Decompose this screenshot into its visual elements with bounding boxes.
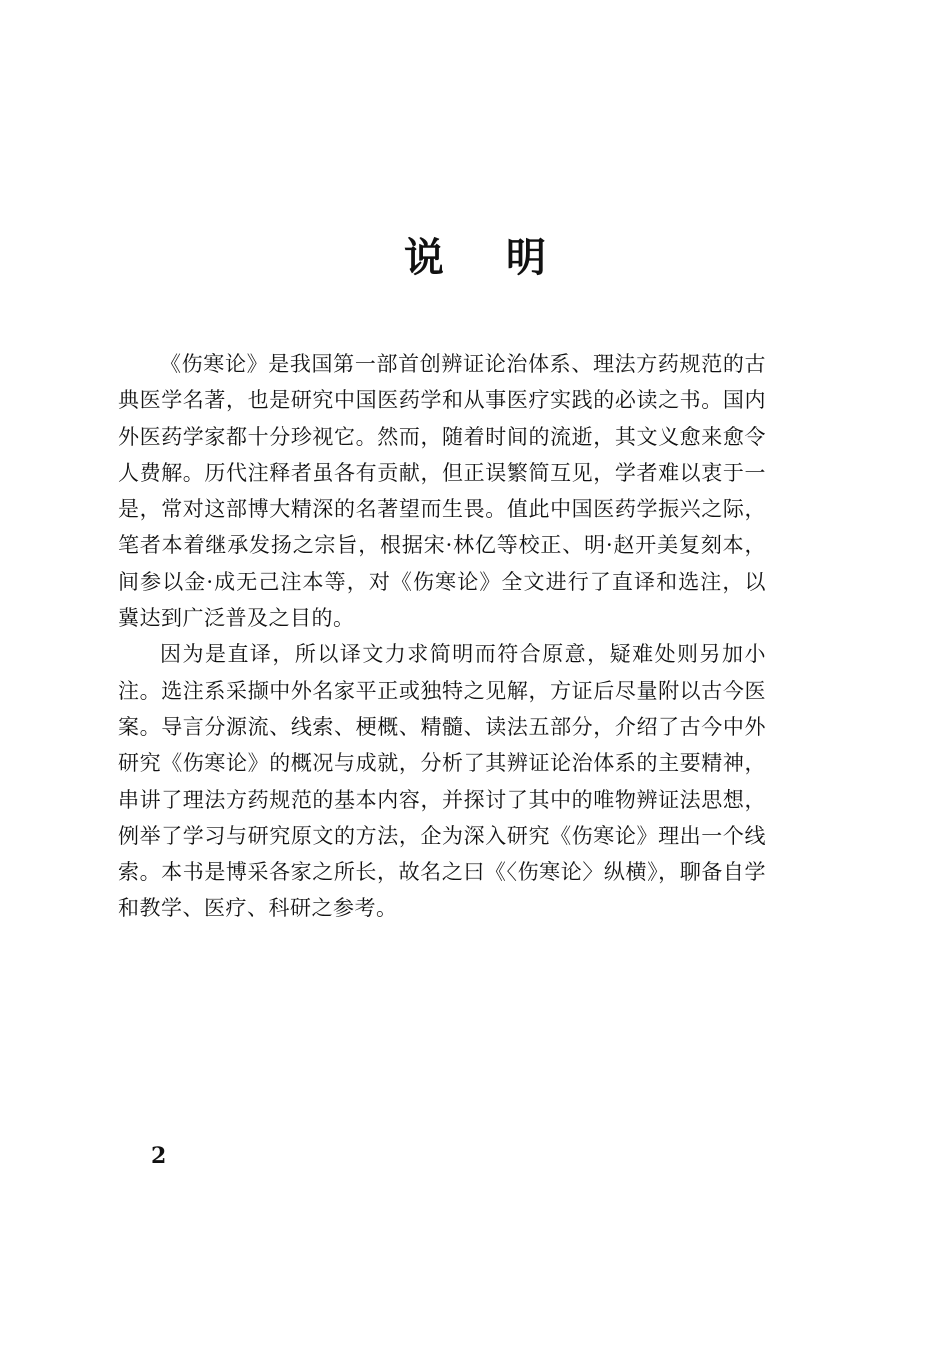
body-text [118,346,766,927]
paragraph-1: 《伤寒论》是我国第一部首创辨证论治体系、理法方药规范的古典医学名著，也是研究中国医药学和从事医疗实践的必读之书。国内外医药学家都十分珍视它。然而，随着时间的流逝，其文义愈来愈令人费解。历代注释者虽各有贡献，但正误繁简互见，学者难以衷于一是，常对这部博大精深的名著望而生畏。值此中国医药学振兴之际，笔者本着继承发扬之宗旨，根据宋·林亿等校正、明·赵开美复刻本，间参以金·成无己注本等，对《伤寒论》全文进行了直译和选注，以冀达到广泛普及之目的。 [118,352,766,631]
paragraph-2: 因为是直译，所以译文力求简明而符合原意，疑难处则另加小注。选注系采撷中外名家平正或独特之见解，方证后尽量附以古今医案。导言分源流、线索、梗概、精髓、读法五部分，介绍了古今中外研究《伤寒论》的概况与成就，分析了其辨证论治体系的主要精神，串讲了理法方药规范的基本内容，并探讨了其中的唯物辨证法思想，例举了学习与研究原文的方法，企为深入研究《伤寒论》理出一个线索。本书是博采各家之所长，故名之曰《〈伤寒论〉纵横》，聊备自学和教学、医疗、科研之参考。 [118,642,766,921]
page-title: 说明 [404,234,608,281]
page-number: 2 [151,1143,167,1169]
